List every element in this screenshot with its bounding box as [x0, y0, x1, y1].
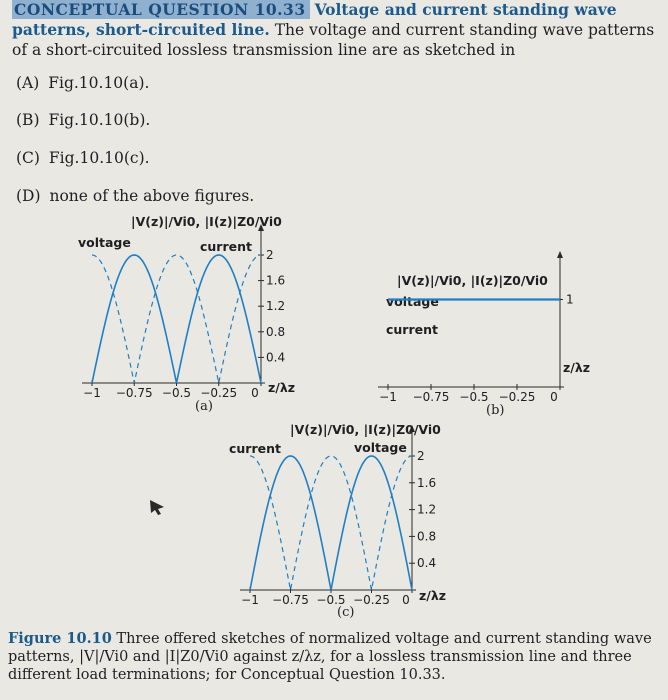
- x-tick-label: 0: [402, 593, 410, 607]
- legend-voltage: voltage: [78, 235, 131, 250]
- y-tick-label: 1: [566, 292, 574, 307]
- x-tick-label: −0.25: [200, 386, 238, 400]
- legend-current: current: [229, 441, 281, 456]
- y-tick-label: 0.4: [417, 556, 437, 571]
- y-axis-label: |V(z)|/Vi0, |I(z)|Z0/Vi0: [131, 214, 282, 229]
- question-title: Voltage and current standing wave patterns, short-circuited line.: [12, 0, 617, 39]
- x-tick-label: −0.25: [353, 593, 390, 607]
- y-tick-label: 0.4: [266, 350, 286, 365]
- x-tick-label: −1: [83, 386, 101, 400]
- question-tag: CONCEPTUAL QUESTION 10.33: [12, 0, 310, 19]
- figure-a: [78, 214, 295, 414]
- x-tick-label: −0.25: [498, 390, 536, 404]
- mouse-cursor-icon: [150, 500, 164, 515]
- figure-caption: [8, 630, 660, 684]
- x-axis-label: z/λz: [268, 380, 296, 395]
- figure-c: [229, 422, 446, 620]
- series-voltage: [92, 255, 261, 383]
- x-tick-label: −0.75: [115, 386, 153, 400]
- figure-b: [378, 251, 590, 418]
- y-tick-label: 1.6: [266, 273, 286, 288]
- x-tick-label: 0: [550, 390, 558, 404]
- figure-sub-caption: (b): [486, 403, 505, 418]
- figure-caption-label: Figure 10.10: [8, 630, 112, 647]
- x-tick-label: −0.5: [161, 386, 192, 400]
- option-b-text: Fig.10.10(b).: [48, 111, 151, 129]
- x-axis-label: z/λz: [419, 588, 447, 603]
- figure-caption-text: Three offered sketches of normalized voltage and current standing wave patterns, |V|/Vi0 and |I|Z0/Vi0 against z/λz, for a lossless transmission line and three different load terminations; for Conceptual Question 10.33.: [8, 631, 652, 683]
- y-tick-label: 2: [417, 449, 425, 463]
- figure-sub-caption: (a): [195, 399, 213, 414]
- x-tick-label: −1: [241, 593, 259, 607]
- series-voltage: [250, 456, 412, 590]
- x-tick-label: −1: [379, 390, 397, 404]
- question-body: The voltage and current standing wave patterns of a short-circuited lossless transmission line are as sketched in: [12, 21, 655, 59]
- y-tick-label: 2: [266, 248, 274, 262]
- x-axis-label: z/λz: [563, 360, 591, 375]
- option-d-text: none of the above figures.: [49, 187, 255, 205]
- y-tick-label: 0.8: [417, 529, 437, 544]
- option-d-label: (D): [16, 187, 41, 205]
- y-axis-label: |V(z)|/Vi0, |I(z)|Z0/Vi0: [397, 273, 548, 288]
- legend-voltage: voltage: [354, 440, 407, 455]
- option-c-label: (C): [16, 149, 40, 167]
- option-b-label: (B): [16, 111, 40, 129]
- legend-current: current: [200, 239, 252, 254]
- y-tick-label: 1.2: [266, 299, 286, 314]
- x-tick-label: −0.5: [316, 593, 346, 607]
- option-c-text: Fig.10.10(c).: [48, 149, 150, 167]
- option-a-label: (A): [16, 74, 40, 92]
- y-tick-label: 1.6: [417, 475, 437, 490]
- legend-voltage: voltage: [386, 294, 439, 309]
- option-a-text: Fig.10.10(a).: [48, 74, 150, 92]
- x-tick-label: −0.5: [459, 390, 489, 404]
- y-axis-label: |V(z)|/Vi0, |I(z)|Z0/Vi0: [290, 422, 441, 437]
- series-current: [92, 255, 261, 383]
- x-tick-label: −0.75: [412, 390, 450, 404]
- y-axis-arrow-icon: [557, 251, 563, 258]
- legend-current: current: [386, 322, 438, 337]
- y-tick-label: 0.8: [266, 324, 286, 339]
- x-tick-label: −0.75: [272, 593, 309, 607]
- figure-sub-caption: (c): [337, 605, 355, 620]
- x-tick-label: 0: [251, 386, 259, 400]
- series-current: [250, 456, 412, 590]
- y-tick-label: 1.2: [417, 502, 437, 517]
